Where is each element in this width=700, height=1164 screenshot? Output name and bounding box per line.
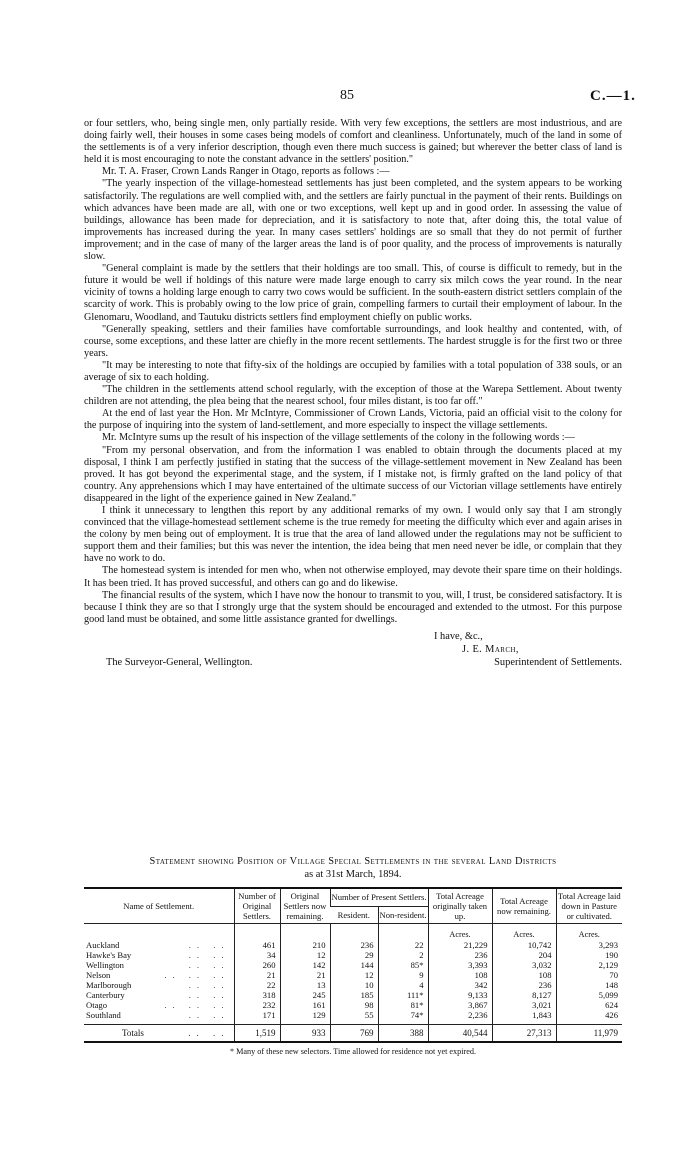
paragraph: or four settlers, who, being single men, only partially reside. With very few exceptions, the settlers are most industrious, and are doing fairly well, their houses in some cases being models of comfort and cleanliness. Unfortunately, much of the land in some of the settlements is of a very inferior description, though even there much success is gained; but wherever the better class of land is held it is most encouraging to note the constant advance in the settlers' position." [84,118,622,166]
col-header-original-acreage: Total Acreage originally taken up. [428,888,492,924]
settlement-name: Nelson [86,970,111,980]
cell-acreage-now: 8,127 [492,990,556,1000]
closing-line: I have, &c., [434,630,483,642]
leader-dots: .. .. .. [164,1000,230,1010]
cell-remaining: 12 [280,950,330,960]
cell-acreage-now: 3,021 [492,1000,556,1010]
cell-pasture: 426 [556,1010,622,1025]
table-header-row [84,888,622,906]
caption-date: as at 31st March, 1894. [304,869,402,880]
table-row [84,960,622,970]
cell-pasture: 70 [556,970,622,980]
settlement-name: Canterbury [86,990,125,1000]
cell-remaining: 13 [280,980,330,990]
cell-remaining: 245 [280,990,330,1000]
paragraph: "Generally speaking, settlers and their families have comfortable surroundings, and look healthy and contented, with, of course, some exceptions, and these latter are chiefly in the more recent settlements. The hardest struggle is for the first two or three years. [84,323,622,359]
cell-acreage-now: 10,742 [492,940,556,950]
leader-dots: .. .. [188,950,230,960]
table-row [84,950,622,960]
caption-line: Statement showing Position of Village Special Settlements in the several Land Districts [149,856,557,867]
cell-original-settlers: 461 [234,940,280,950]
cell-pasture: 190 [556,950,622,960]
leader-dots: .. .. [188,990,230,1000]
cell-pasture: 624 [556,1000,622,1010]
leader-dots: .. .. .. [164,970,230,980]
cell-original-acreage: 21,229 [428,940,492,950]
leader-dots: .. .. [188,960,230,970]
cell-non-resident: 4 [378,980,428,990]
leader-dots: .. .. [188,1010,230,1020]
table-row [84,1000,622,1010]
col-header-present-settlers: Number of Present Settlers. [330,888,428,906]
signature-row [84,656,622,670]
leader-dots: .. .. [188,940,230,950]
cell-original-acreage: 236 [428,950,492,960]
col-header-pasture: Total Acreage laid down in Pasture or cultivated. [556,888,622,924]
cell-pasture: 5,099 [556,990,622,1000]
cell-resident: 236 [330,940,378,950]
table-row [84,940,622,950]
total-acreage-now: 27,313 [492,1025,556,1043]
cell-pasture: 148 [556,980,622,990]
total-original-acreage: 40,544 [428,1025,492,1043]
cell-original-settlers: 318 [234,990,280,1000]
cell-remaining: 210 [280,940,330,950]
settlements-table [84,887,622,1043]
leader-dots: .. .. [188,980,230,990]
cell-non-resident: 2 [378,950,428,960]
table-row [84,990,622,1000]
cell-resident: 55 [330,1010,378,1025]
cell-non-resident: 9 [378,970,428,980]
cell-original-acreage: 2,236 [428,1010,492,1025]
cell-original-settlers: 34 [234,950,280,960]
cell-non-resident: 22 [378,940,428,950]
page-number: 85 [340,88,354,103]
totals-row [84,1025,622,1043]
totals-label: Totals [122,1028,144,1038]
col-header-name: Name of Settlement. [84,888,234,924]
paragraph: Mr. McIntyre sums up the result of his inspection of the village settlements of the colony in the following words :— [102,432,575,444]
total-pasture: 11,979 [556,1025,622,1043]
settlement-name: Auckland [86,940,120,950]
cell-original-acreage: 108 [428,970,492,980]
unit-label: Acres. [556,924,622,941]
leader-dots: .. .. [188,1028,230,1038]
cell-remaining: 161 [280,1000,330,1010]
paragraph: "From my personal observation, and from the information I was enabled to obtain through the documents placed at my disposal, I think I am perfectly justified in stating that the success of the village-settlement movement in New Zealand has been proved. It has got beyond the experimental stage, and the system, if I mistake not, is firmly grafted on the land policy of that country. Any apprehensions which I may have entertained of the ultimate success of our Victorian village settlements have entirely disappeared in the light of the experience gained in New Zealand." [84,444,622,504]
cell-original-settlers: 22 [234,980,280,990]
settlement-name: Wellington [86,960,124,970]
paper-reference: C.—1. [590,88,636,104]
paragraph: "The yearly inspection of the village-homestead settlements has just been completed, and the system appears to be working satisfactorily. The regulations are well complied with, and the settlers are fairly punctual in the payment of their rents. Buildings on which advances have been made are all, with one or two exceptions, well kept up and in good order. In assessing the value of buildings, allowance has been made for depreciation, and it is satisfactory to note that, after doing this, the total value of improvements has increased during the year. In many cases settlers' holdings are so small that they do not permit of further improvement; and in the case of many of the larger areas the land is of poor quality, and the process of improvements is naturally slow. [84,178,622,263]
table-caption [84,855,622,881]
col-header-non-resident: Non-resident. [378,906,428,923]
paragraph: "It may be interesting to note that fifty-six of the holdings are occupied by families with a total population of 338 souls, or an average of six to each holding. [84,359,622,383]
unit-label: Acres. [492,924,556,941]
unit-label: Acres. [428,924,492,941]
col-header-resident: Resident. [330,906,378,923]
settlement-name: Otago [86,1000,108,1010]
paragraph: The financial results of the system, which I have now the honour to transmit to you, will, I trust, be considered satisfactory. It is because I think they are so that I strongly urge that the system should be encouraged and extended to the utmost. For this purpose good land must be obtained, and some little assistance granted for dwellings. [84,589,622,625]
cell-pasture: 3,293 [556,940,622,950]
cell-remaining: 142 [280,960,330,970]
paragraph: I think it unnecessary to lengthen this report by any additional remarks of my own. I would only say that I am strongly convinced that the village-homestead settlement scheme is the true remedy for meeting the difficulty which ever and again arises in the colony by men being out of employment. It is true that the area of land allowed under the regulations may not be sufficient to support them and their families; but this was never the intention, the idea being that men need never be idle, or complain that they have no work to do. [84,505,622,565]
total-non-resident: 388 [378,1025,428,1043]
paragraph: "The children in the settlements attend school regularly, with the exception of those at the Warepa Settlement. About twenty children are not attending, the plea being that the nearest school, four miles distant, is too far off." [84,384,622,408]
cell-original-acreage: 9,133 [428,990,492,1000]
total-original-settlers: 1,519 [234,1025,280,1043]
col-header-original-settlers: Number of Original Settlers. [234,888,280,924]
cell-resident: 185 [330,990,378,1000]
cell-original-settlers: 21 [234,970,280,980]
cell-non-resident: 85* [378,960,428,970]
cell-acreage-now: 108 [492,970,556,980]
cell-original-settlers: 232 [234,1000,280,1010]
total-resident: 769 [330,1025,378,1043]
signatory-name: J. E. March, [462,643,519,655]
cell-resident: 12 [330,970,378,980]
cell-acreage-now: 3,032 [492,960,556,970]
cell-non-resident: 111* [378,990,428,1000]
cell-resident: 10 [330,980,378,990]
cell-original-acreage: 3,867 [428,1000,492,1010]
cell-non-resident: 81* [378,1000,428,1010]
signature-block [84,630,622,670]
cell-remaining: 21 [280,970,330,980]
cell-remaining: 129 [280,1010,330,1025]
cell-resident: 98 [330,1000,378,1010]
table-row [84,1010,622,1025]
table-row [84,970,622,980]
cell-original-acreage: 342 [428,980,492,990]
paragraph: At the end of last year the Hon. Mr McIntyre, Commissioner of Crown Lands, Victoria, paid an official visit to the colony for the purpose of inquiring into the system of land-settlement, and more especially to inspect the village settlements. [84,408,622,432]
cell-acreage-now: 236 [492,980,556,990]
settlement-name: Marlborough [86,980,132,990]
table-footnote: * Many of these new selectors. Time allowed for residence not yet expired. [229,1047,476,1056]
total-remaining: 933 [280,1025,330,1043]
table-row [84,980,622,990]
page-header [0,88,700,108]
cell-original-settlers: 260 [234,960,280,970]
paragraph: Mr. T. A. Fraser, Crown Lands Ranger in Otago, reports as follows :— [102,166,390,178]
report-body [84,118,622,670]
cell-original-settlers: 171 [234,1010,280,1025]
cell-resident: 29 [330,950,378,960]
paragraph: The homestead system is intended for men who, when not otherwise employed, may devote their spare time on their holdings. It has been tried. It has proved successful, and others can go and do likewise. [84,565,622,589]
units-row [84,924,622,941]
paragraph: "General complaint is made by the settlers that their holdings are too small. This, of course is difficult to remedy, but in the future it would be well if holdings of this nature were made large enough to carry six milch cows the year round. In the near vicinity of towns a holding large enough to carry two cows would be sufficient. In the south-eastern district settlers complain of the scarcity of work. This is probably owing to the low price of grain, compelling farmers to curtail their employment of labour. In the Glenomaru, Woodland, and Tautuku districts settlers find employment chiefly on public works. [84,263,622,323]
settlement-name: Hawke's Bay [86,950,132,960]
cell-resident: 144 [330,960,378,970]
addressee: The Surveyor-General, Wellington. [106,656,253,668]
cell-pasture: 2,129 [556,960,622,970]
cell-non-resident: 74* [378,1010,428,1025]
col-header-remaining: Original Settlers now remaining. [280,888,330,924]
cell-acreage-now: 204 [492,950,556,960]
col-header-acreage-now: Total Acreage now remaining. [492,888,556,924]
signatory-title: Superintendent of Settlements. [494,656,622,668]
cell-acreage-now: 1,843 [492,1010,556,1025]
cell-original-acreage: 3,393 [428,960,492,970]
settlement-name: Southland [86,1010,121,1020]
